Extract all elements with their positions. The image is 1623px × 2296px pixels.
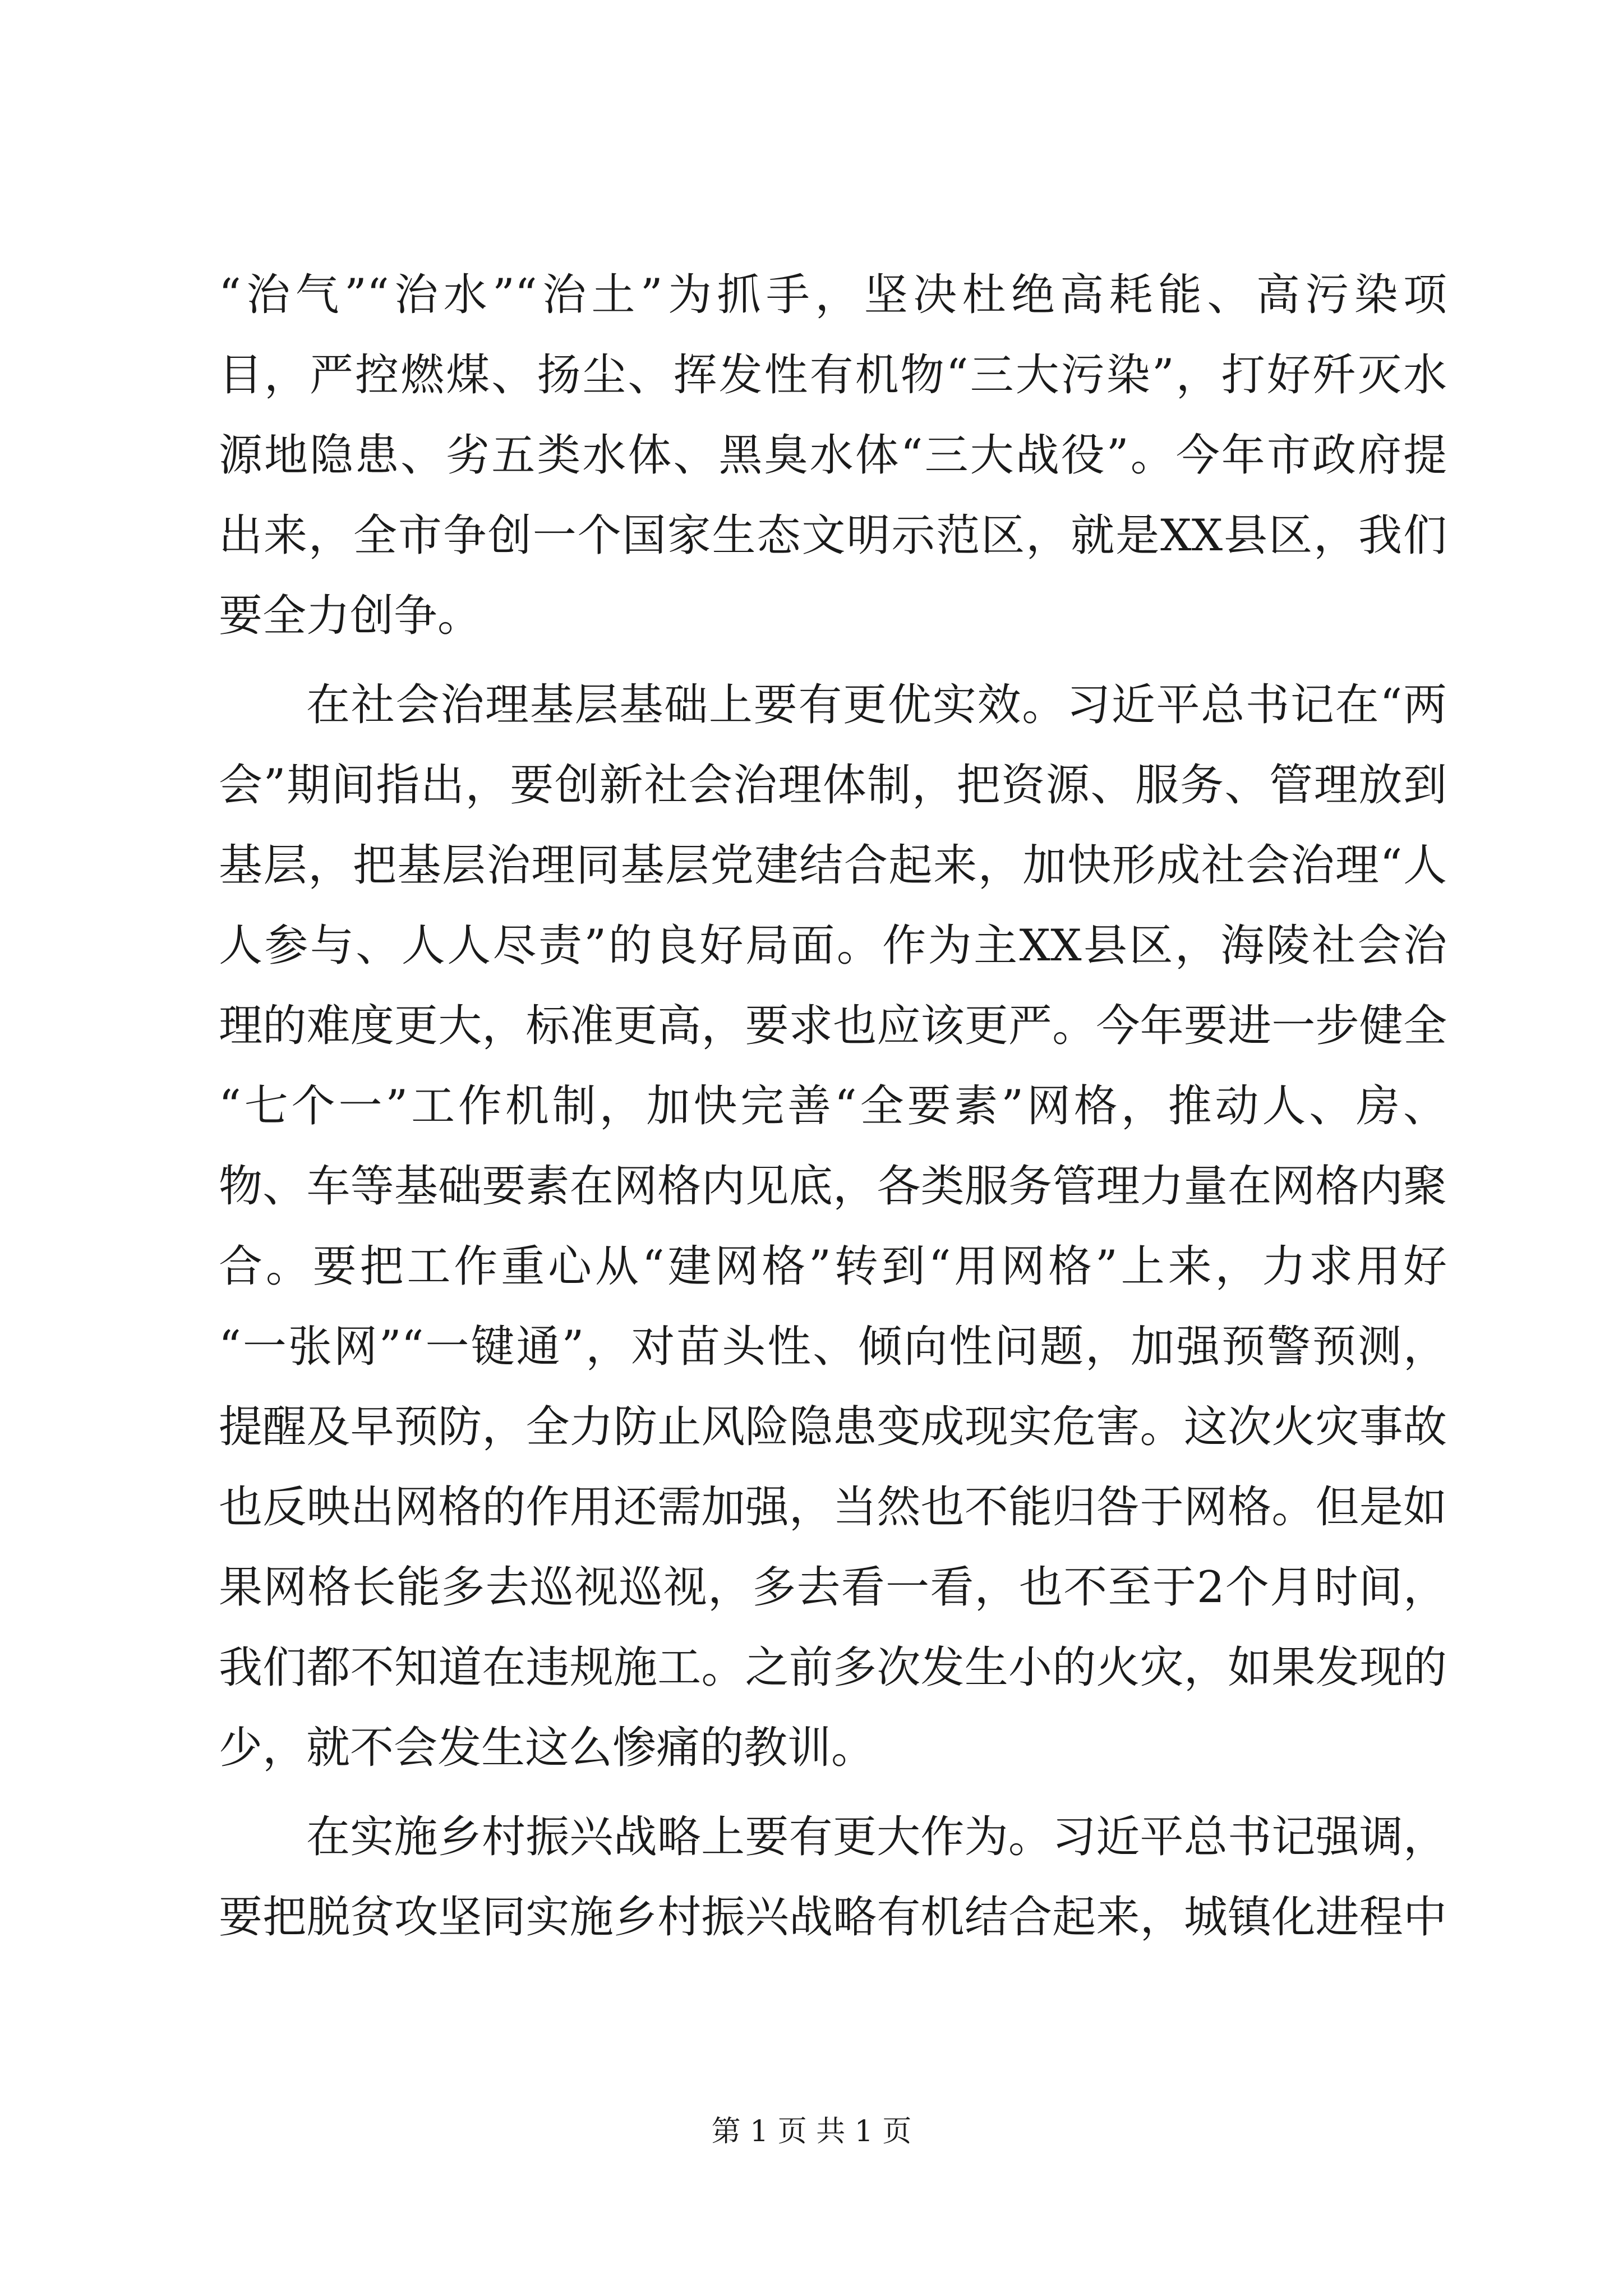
text-line: 在实施乡村振兴战略上要有更大作为。习近平总书记强调， (306, 1812, 1447, 1862)
text-line: 物、车等基础要素在网格内见底，各类服务管理力量在网格内聚 (219, 1161, 1447, 1212)
paragraph (219, 665, 1447, 1788)
text-line: 少，就不会发生这么惨痛的教训。 (219, 1723, 875, 1773)
text-line: “七个一”工作机制，加快完善“全要素”网格，推动人、房、 (219, 1081, 1447, 1131)
text-line: “治气”“治水”“治土”为抓手，坚决杜绝高耗能、高污染项 (219, 270, 1447, 320)
text-line: 在社会治理基层基础上要有更优实效。习近平总书记在“两 (306, 680, 1447, 730)
paragraph (219, 1797, 1447, 1958)
text-line: 源地隐患、劣五类水体、黑臭水体“三大战役”。今年市政府提 (219, 430, 1447, 481)
text-line: 我们都不知道在违规施工。之前多次发生小的火灾，如果发现的 (219, 1642, 1447, 1693)
text-line: 要把脱贫攻坚同实施乡村振兴战略有机结合起来，城镇化进程中 (219, 1892, 1447, 1943)
text-line: 提醒及早预防，全力防止风险隐患变成现实危害。这次火灾事故 (219, 1402, 1447, 1452)
text-line: 要全力创争。 (219, 591, 482, 641)
paragraph (219, 255, 1447, 656)
text-line: 也反映出网格的作用还需加强，当然也不能归咎于网格。但是如 (219, 1482, 1447, 1533)
text-line: 出来，全市争创一个国家生态文明示范区，就是XX县区，我们 (219, 510, 1447, 561)
text-line: 会”期间指出，要创新社会治理体制，把资源、服务、管理放到 (219, 760, 1447, 811)
text-line: 人参与、人人尽责”的良好局面。作为主XX县区，海陵社会治 (219, 921, 1447, 971)
text-line: “一张网”“一键通”，对苗头性、倾向性问题，加强预警预测， (219, 1322, 1447, 1372)
text-line: 理的难度更大，标准更高，要求也应该更严。今年要进一步健全 (219, 1001, 1447, 1051)
paragraph-gap (219, 656, 1447, 665)
text-line: 合。要把工作重心从“建网格”转到“用网格”上来，力求用好 (219, 1241, 1447, 1292)
text-line: 果网格长能多去巡视巡视，多去看一看，也不至于2个月时间， (219, 1562, 1447, 1613)
page-footer: 第 1 页 共 1 页 (711, 2115, 912, 2148)
text-line: 基层，把基层治理同基层党建结合起来，加快形成社会治理“人 (219, 840, 1447, 891)
paragraph-gap (219, 1788, 1447, 1797)
text-line: 目，严控燃煤、扬尘、挥发性有机物“三大污染”，打好歼灭水 (219, 350, 1447, 401)
document-body (219, 255, 1447, 1958)
